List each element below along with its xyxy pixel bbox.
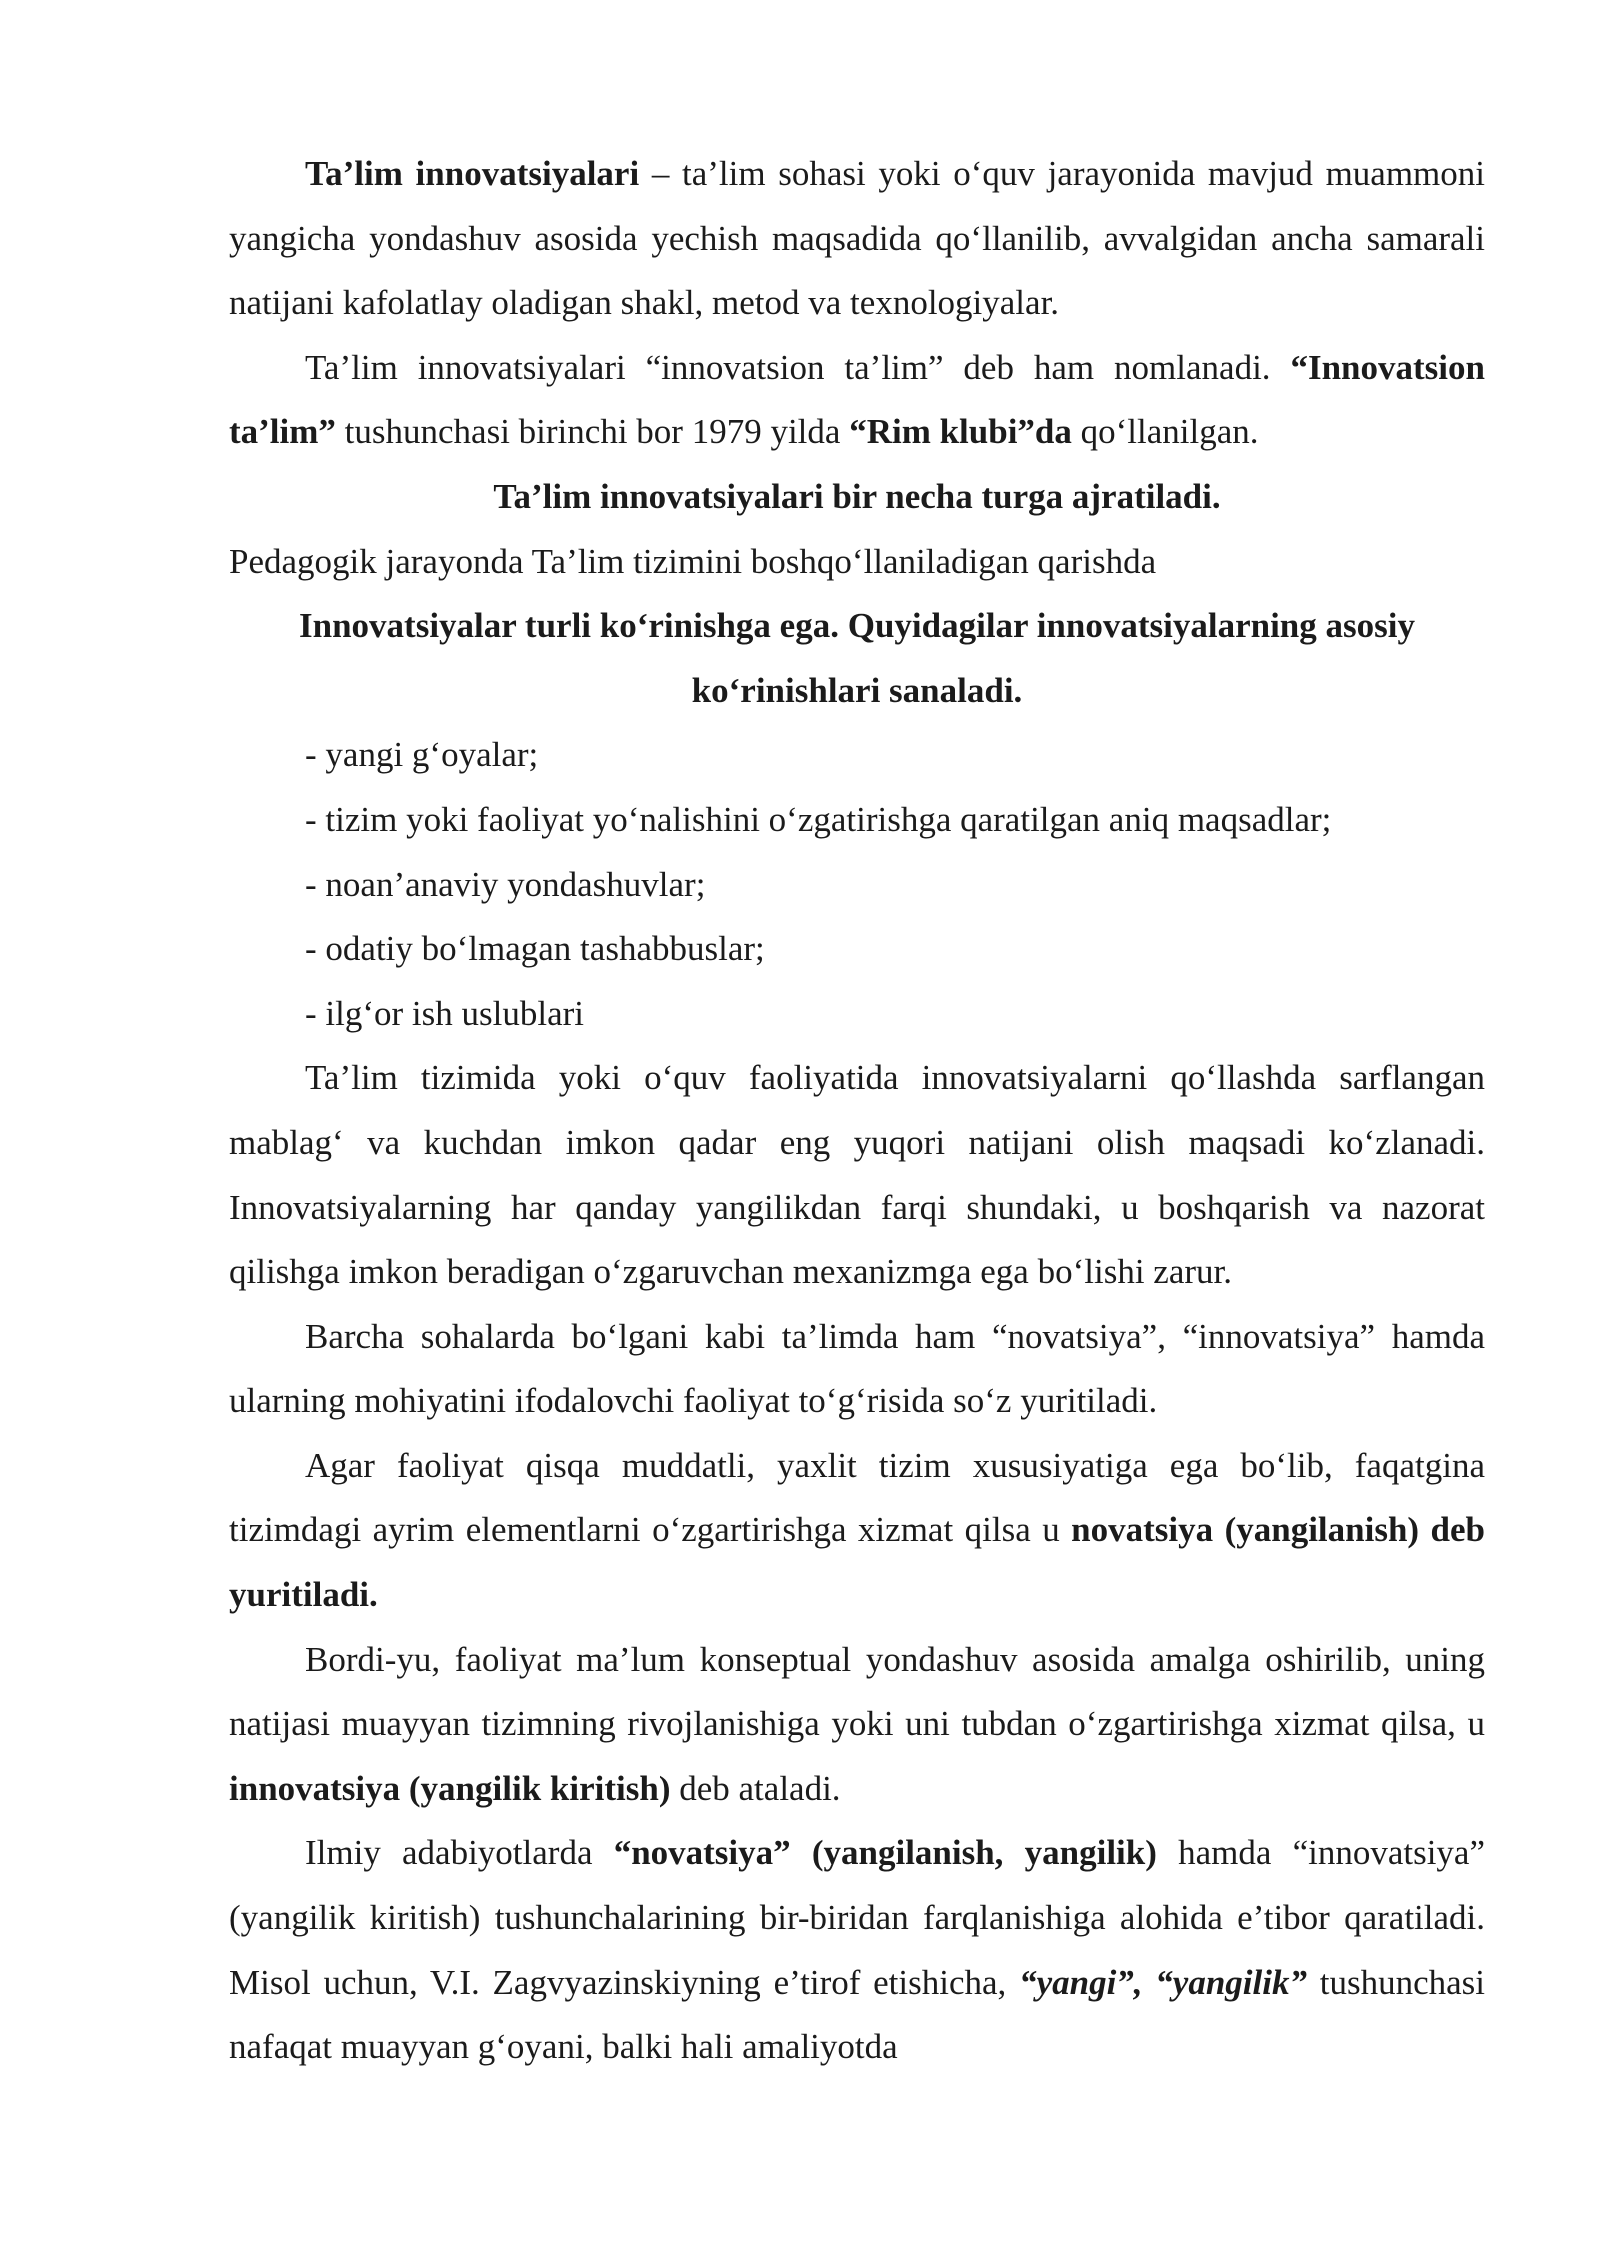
innovation-forms-list: [229, 723, 1485, 1046]
paragraph-scientific-literature: [229, 1821, 1485, 2079]
text-span: Ta’lim innovatsiyalari “innovatsion ta’lim” deb ham nomlanadi.: [305, 347, 1291, 387]
bold-span: innovatsiya (yangilik kiritish): [229, 1768, 671, 1808]
list-item: - odatiy bo‘lmagan tashabbuslar;: [305, 929, 765, 969]
bold-span: “Rim klubi”da: [849, 412, 1072, 452]
list-item: - ilg‘or ish uslublari: [305, 993, 584, 1033]
list-item: - tizim yoki faoliyat yo‘nalishini o‘zgatirishga qaratilgan aniq maqsadlar;: [305, 799, 1332, 839]
paragraph-definition: [229, 142, 1485, 336]
bold-span: “novatsiya” (yangilanish, yangilik): [613, 1833, 1157, 1873]
text-span: Agar faoliyat qisqa muddatli, yaxlit tizim xususiyatiga ega bo‘lib, faqatgina tizimdagi ayrim elementlarni o‘zgartirishga xizmat qilsa u: [229, 1445, 1485, 1550]
heading-types: Ta’lim innovatsiyalari bir necha turga ajratiladi.: [493, 476, 1221, 516]
text-span: Ilmiy adabiyotlarda: [305, 1833, 614, 1873]
text-span: deb ataladi.: [670, 1768, 841, 1808]
text-span: tushunchasi birinchi bor 1979 yilda: [335, 412, 850, 452]
bold-span: novatsiya (yangilanish) deb yuritiladi.: [229, 1510, 1485, 1615]
term-bold: Ta’lim innovatsiyalari: [305, 154, 640, 193]
heading-forms: Innovatsiyalar turli ko‘rinishga ega. Quyidagilar innovatsiyalarning asosiy ko‘rinishlari sanaladi.: [299, 606, 1415, 710]
paragraph-novation-definition: [229, 1434, 1485, 1628]
text-span: Bordi-yu, faoliyat ma’lum konseptual yondashuv asosida amalga oshirilib, uning natijasi muayyan tizimning rivojlanishiga yoki uni tubdan o‘zgartirishga xizmat qilsa, u: [229, 1639, 1485, 1744]
text-span: hamda “innovatsiya” (yangilik kiritish) tushunchalarining bir-biridan farqlanishiga alohida e’tibor qaratiladi. Misol uchun, V.I. Zagvyazinskiyning e’tirof etishicha,: [229, 1833, 1485, 2002]
paragraph-novation-innovation: Barcha sohalarda bo‘lgani kabi ta’limda ham “novatsiya”, “innovatsiya” hamda ularning mohiyatini ifodalovchi faoliyat to‘g‘risida so‘z yuritiladi.: [229, 1316, 1485, 1421]
text-span: tushunchasi nafaqat muayyan g‘oyani, balki hali amaliyotda: [229, 1962, 1485, 2067]
bold-italic-span: “yangi”, “yangilik”: [1019, 1962, 1307, 2002]
list-item: - yangi g‘oyalar;: [305, 735, 539, 775]
bold-span: “Innovatsion ta’lim”: [229, 347, 1485, 452]
text-span: qo‘llanilgan.: [1071, 412, 1259, 452]
document-body: [229, 142, 1485, 2080]
definition-text: – ta’lim sohasi yoki o‘quv jarayonida mavjud muammoni yangicha yondashuv asosida yechish maqsadida qo‘llanilib, avvalgidan ancha samarali natijani kafolatlay oladigan shakl, metod va texnologiyalar.: [229, 154, 1485, 323]
paragraph-innovative-education: [229, 336, 1485, 465]
list-item: - noan’anaviy yondashuvlar;: [305, 864, 706, 904]
paragraph-pedagogical: Pedagogik jarayonda Ta’lim tizimini boshqo‘llaniladigan qarishda: [229, 541, 1157, 581]
paragraph-funding: Ta’lim tizimida yoki o‘quv faoliyatida innovatsiyalarni qo‘llashda sarflangan mablag‘ va kuchdan imkon qadar eng yuqori natijani olish maqsadi ko‘zlanadi. Innovatsiyalarning har qanday yangilikdan farqi shundaki, u boshqarish va nazorat qilishga imkon beradigan o‘zgaruvchan mexanizmga ega bo‘lishi zarur.: [229, 1058, 1485, 1292]
paragraph-innovation-definition: [229, 1628, 1485, 1822]
